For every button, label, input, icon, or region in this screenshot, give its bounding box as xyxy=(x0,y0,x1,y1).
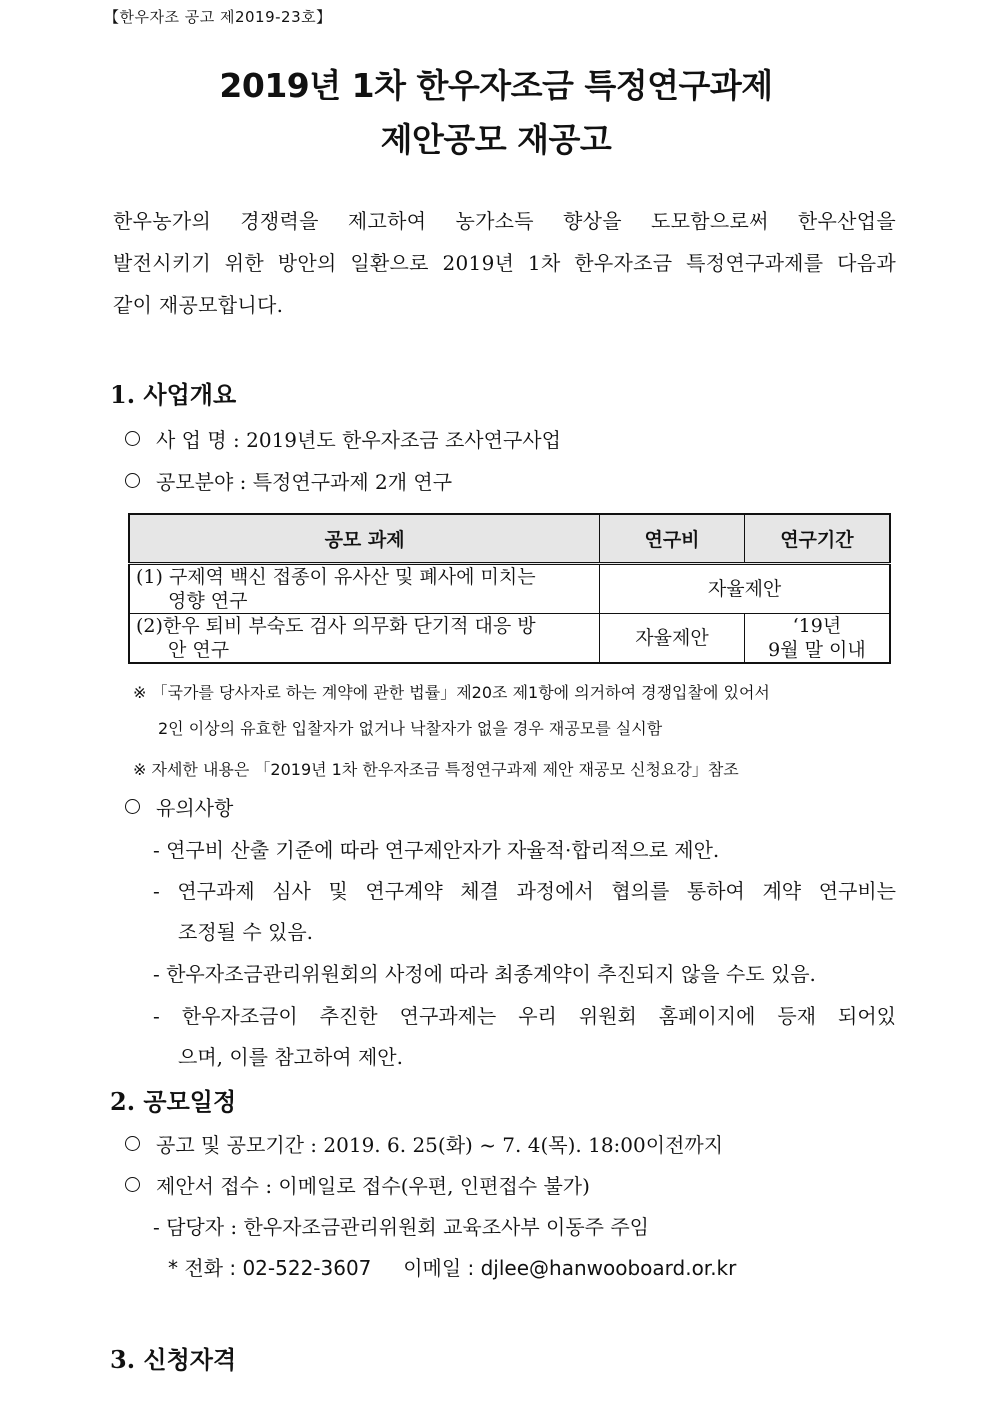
legal-note: ※ 「국가를 당사자로 하는 계약에 관한 법률」제20조 제1항에 의거하여 경쟁입찰에 있어서 xyxy=(133,683,770,702)
notice-number: 【한우자조 공고 제2019-23호】 xyxy=(104,8,332,26)
caution-item: - 연구비 산출 기준에 따라 연구제안자가 자율적·합리적으로 제안. xyxy=(153,838,720,862)
task-cell: (2)한우 퇴비 부숙도 검사 의무화 단기적 대응 방 안 연구 xyxy=(129,614,600,664)
circle-bullet-icon xyxy=(125,1177,140,1192)
document-subtitle: 제안공모 재공고 xyxy=(380,120,612,159)
caution-item: - 한우자조금이 추진한 연구과제는 우리 위원회 홈페이지에 등재 되어있 xyxy=(153,1004,896,1028)
column-header: 연구비 xyxy=(600,514,745,564)
table-header-row xyxy=(129,514,890,564)
caution-item: - 한우자조금관리위원회의 사정에 따라 최종계약이 추진되지 않을 수도 있음. xyxy=(153,962,816,986)
intro-paragraph xyxy=(113,200,896,326)
tasks-table xyxy=(128,513,891,664)
intro-line: 발전시키기 위한 방안의 일환으로 2019년 1차 한우자조금 특정연구과제를 다음과 xyxy=(113,251,896,275)
reference-note: ※ 자세한 내용은 「2019년 1차 한우자조금 특정연구과제 제안 재공모 신청요강」참조 xyxy=(133,760,739,779)
period-cell: ‘19년 9월 말 이내 xyxy=(744,614,890,664)
submission-item: 제안서 접수 : 이메일로 접수(우편, 인편접수 불가) xyxy=(125,1170,590,1199)
budget-cell: 자율제안 xyxy=(600,614,745,664)
circle-bullet-icon xyxy=(125,1136,140,1151)
circle-bullet-icon xyxy=(125,431,140,446)
column-header: 공모 과제 xyxy=(129,514,600,564)
circle-bullet-icon xyxy=(125,799,140,814)
budget-period-cell: 자율제안 xyxy=(600,564,890,614)
section-heading-overview: 1. 사업개요 xyxy=(110,380,237,409)
circle-bullet-icon xyxy=(125,473,140,488)
caution-item-continued: 조정될 수 있음. xyxy=(178,920,313,944)
intro-line: 한우농가의 경쟁력을 제고하여 농가소득 향상을 도모함으로써 한우산업을 xyxy=(113,209,896,233)
period-item: 공고 및 공모기간 : 2019. 6. 25(화) ~ 7. 4(목). 18:00이전까지 xyxy=(125,1129,723,1158)
field-item: 공모분야 : 특정연구과제 2개 연구 xyxy=(125,466,452,495)
legal-note-continued: 2인 이상의 유효한 입찰자가 없거나 낙찰자가 없을 경우 재공모를 실시함 xyxy=(158,719,663,738)
column-header: 연구기간 xyxy=(744,514,890,564)
business-name-item: 사 업 명 : 2019년도 한우자조금 조사연구사업 xyxy=(125,424,561,453)
section-heading-eligibility: 3. 신청자격 xyxy=(110,1345,237,1374)
table-row xyxy=(129,614,890,664)
caution-item: - 연구과제 심사 및 연구계약 체결 과정에서 협의를 통하여 계약 연구비는 xyxy=(153,879,896,903)
document-title: 2019년 1차 한우자조금 특정연구과제 xyxy=(219,66,773,105)
contact-phone-email: * 전화 : 02-522-3607 이메일 : djlee@hanwooboard.or.kr xyxy=(168,1256,737,1280)
intro-line: 같이 재공모합니다. xyxy=(113,293,284,317)
cautions-item: 유의사항 xyxy=(125,792,233,821)
table-row xyxy=(129,564,890,614)
contact-person: - 담당자 : 한우자조금관리위원회 교육조사부 이동주 주임 xyxy=(153,1215,650,1239)
task-cell: (1) 구제역 백신 접종이 유사산 및 폐사에 미치는 영향 연구 xyxy=(129,564,600,614)
caution-item-continued: 으며, 이를 참고하여 제안. xyxy=(178,1045,403,1069)
section-heading-schedule: 2. 공모일정 xyxy=(110,1087,237,1116)
